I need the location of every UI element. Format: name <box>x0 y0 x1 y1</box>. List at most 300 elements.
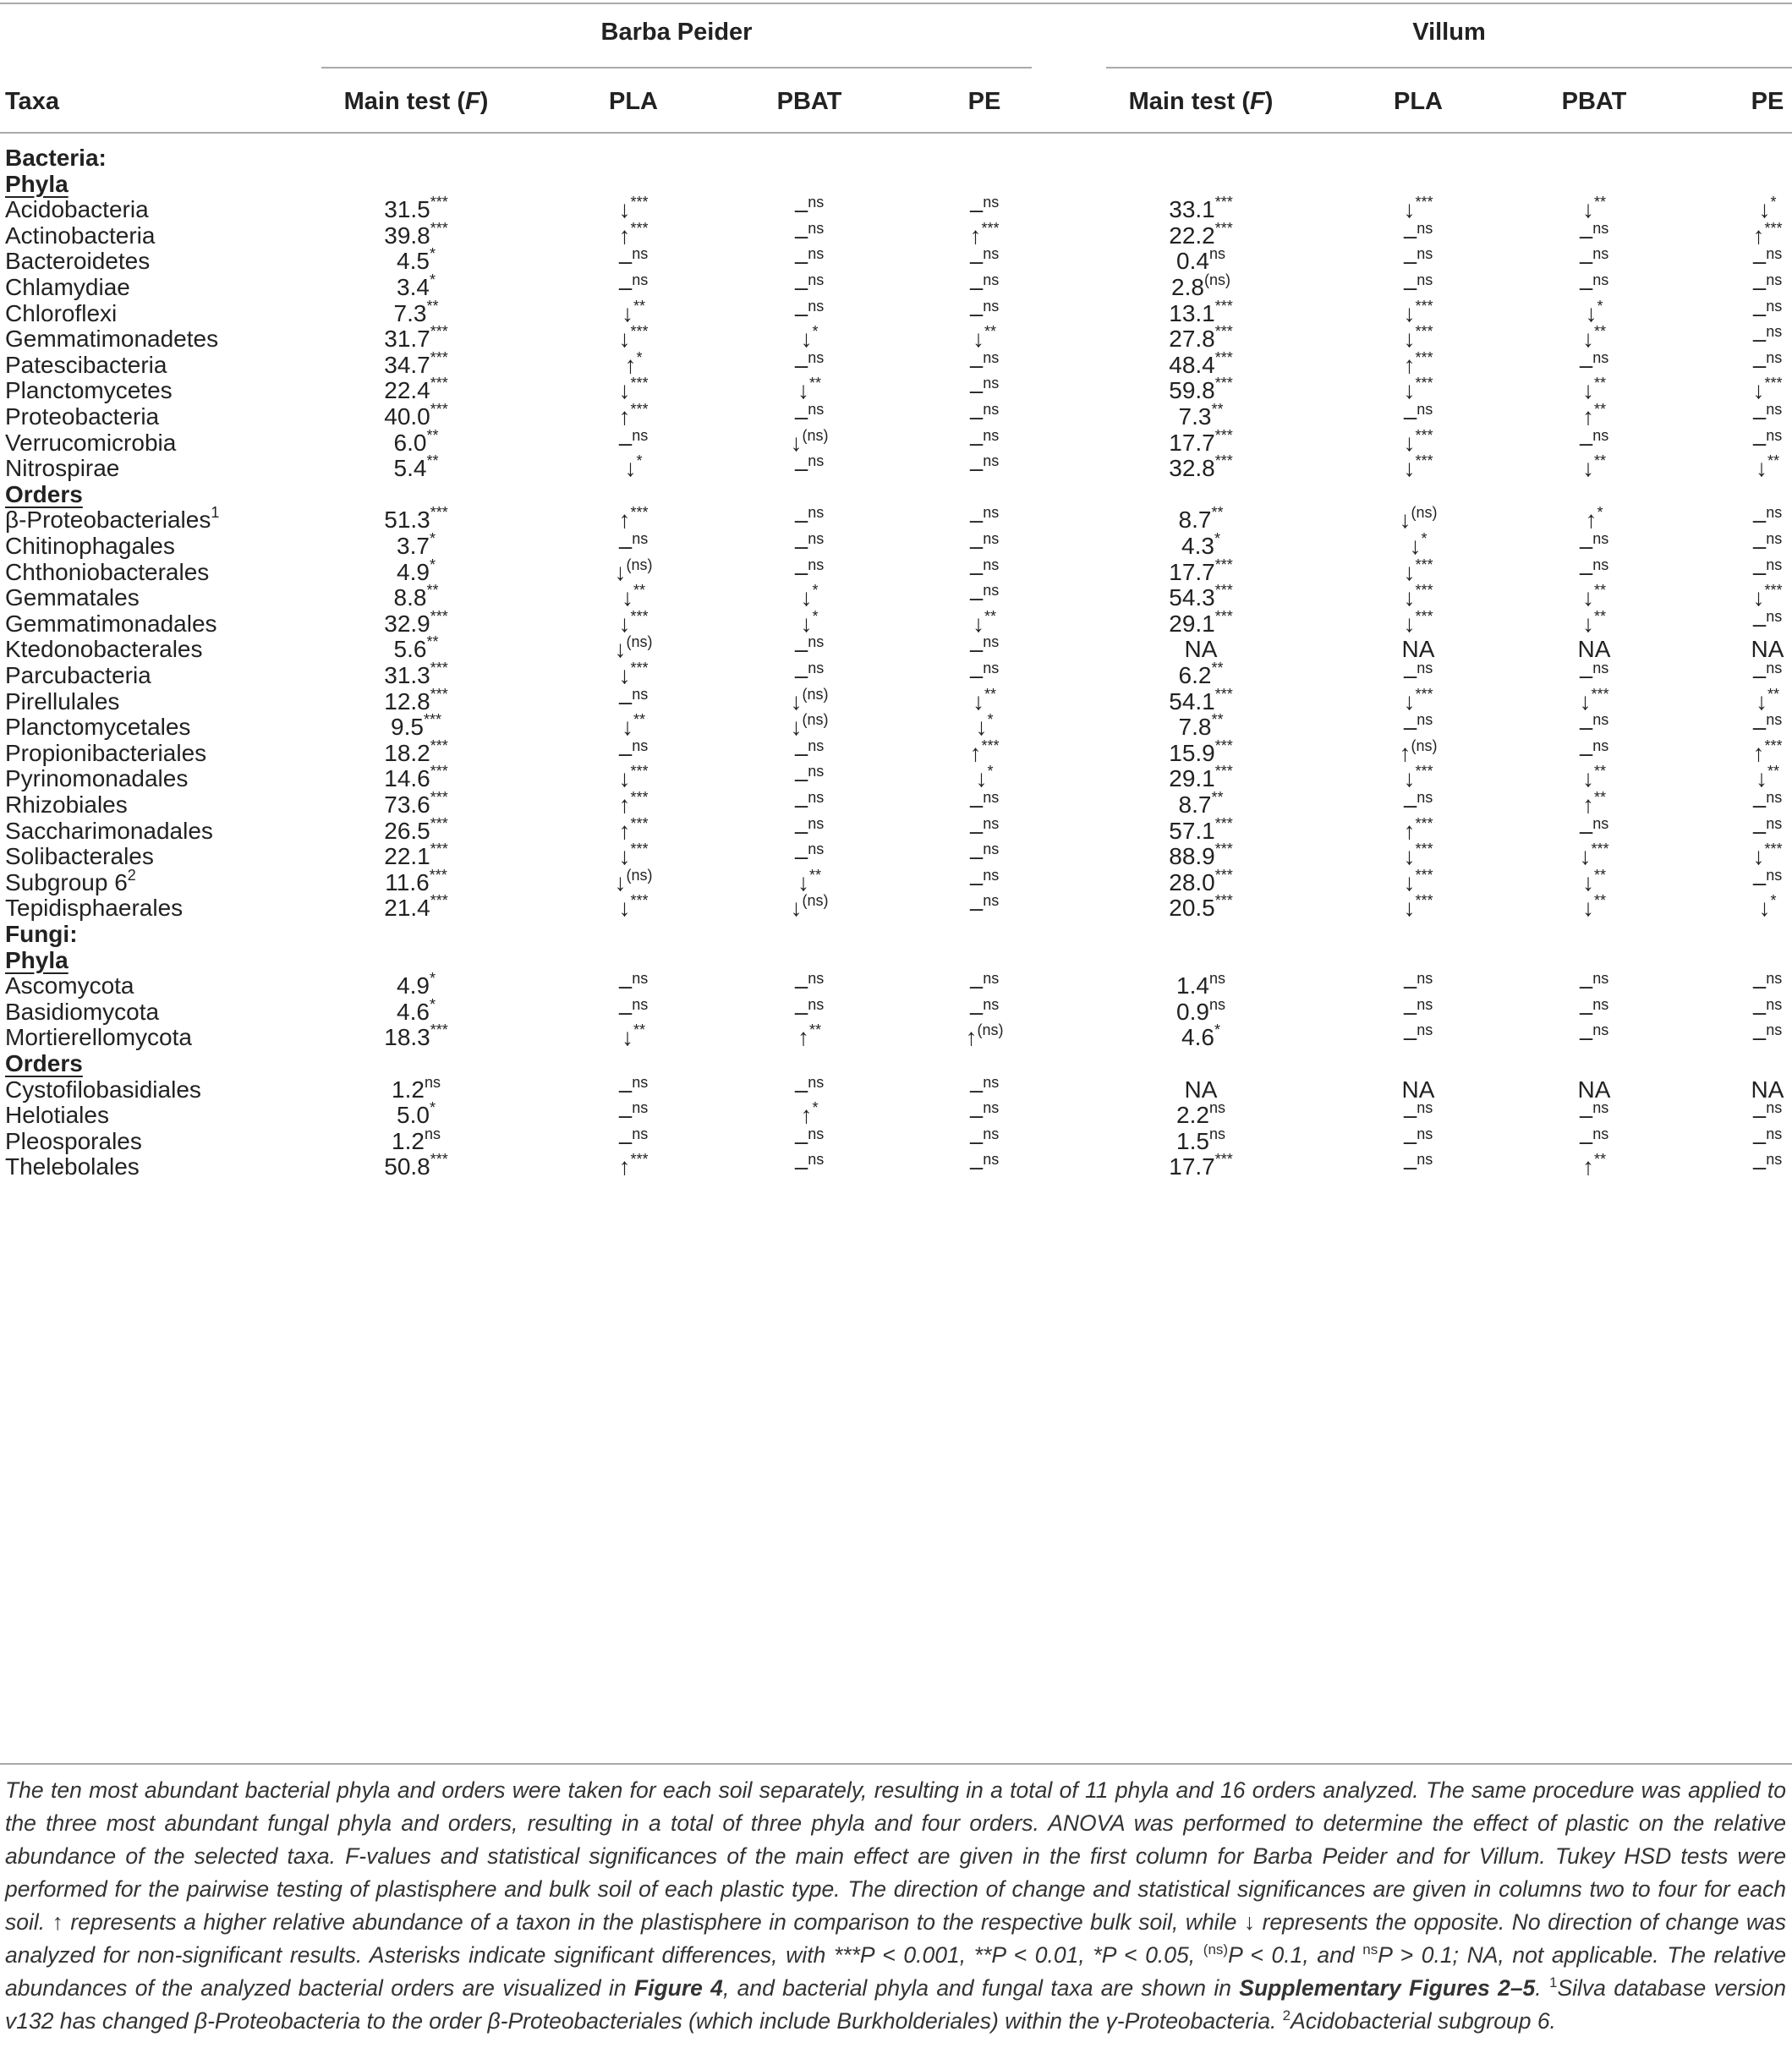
column-header-v-main-test-label: Main test (F) <box>1128 88 1274 115</box>
significance-marker: ns <box>1766 556 1783 573</box>
cell-value: ↓ <box>1752 843 1765 870</box>
cell-value: ↓ <box>1585 299 1597 326</box>
cell-value: – <box>618 739 633 766</box>
significance-marker: *** <box>1415 452 1433 470</box>
cell-bp-pe <box>970 1147 1000 1186</box>
cell-value: ↑ <box>797 1024 809 1051</box>
significance-marker: ns <box>808 271 825 288</box>
significance-marker: ns <box>983 271 1000 288</box>
significance-marker: *** <box>423 711 441 729</box>
cell-value: 2.2 <box>1176 1102 1209 1129</box>
cell-value: 51.3 <box>384 507 430 534</box>
significance-marker: ns <box>1766 1151 1783 1169</box>
cell-value: ↓ <box>790 687 803 715</box>
significance-marker: *** <box>1214 194 1233 211</box>
significance-marker: *** <box>630 789 649 806</box>
cell-value: – <box>1752 326 1767 353</box>
footnote-text-3: P > 0.1; NA, not applicable. The relative abundances of the analyzed bacterial orders are visualized in <box>5 1942 1786 2001</box>
significance-marker: *** <box>1214 452 1233 470</box>
significance-marker: ns <box>1766 711 1783 729</box>
significance-marker: ns <box>808 401 825 418</box>
subsection-heading: Orders <box>5 1050 83 1076</box>
cell-value: 28.0 <box>1169 868 1215 895</box>
footnote-sup-ns-paren: (ns) <box>1203 1941 1229 1958</box>
footnote-supplementary-link[interactable]: Supplementary Figures 2–5 <box>1239 1975 1536 2001</box>
cell-value: ↓ <box>790 429 803 456</box>
significance-marker: ** <box>1593 789 1607 806</box>
cell-value: ↑ <box>1399 739 1411 766</box>
significance-marker: ns <box>808 660 825 676</box>
significance-marker: ns <box>1592 245 1609 263</box>
cell-value: – <box>969 299 984 326</box>
significance-marker: ** <box>426 633 439 651</box>
significance-marker: *** <box>1764 841 1783 858</box>
taxon-name: Chitinophagales <box>5 533 175 559</box>
significance-marker: *** <box>430 685 448 703</box>
cell-value: – <box>969 843 984 870</box>
cell-value: – <box>794 403 808 430</box>
significance-marker: ns <box>983 660 1000 676</box>
significance-marker: ns <box>1592 219 1609 237</box>
cell-value: – <box>1579 1127 1593 1154</box>
taxon-name: Tepidisphaerales <box>5 895 184 922</box>
significance-marker: ns <box>1417 1151 1433 1169</box>
significance-marker: ns <box>632 530 649 547</box>
significance-marker: *** <box>1415 763 1433 780</box>
significance-marker: ns <box>983 375 1000 392</box>
significance-marker: ns <box>1592 1021 1609 1039</box>
cell-value: – <box>969 791 984 818</box>
significance-marker: *** <box>981 219 1000 237</box>
significance-marker: * <box>636 348 643 366</box>
cell-value: ↑ <box>965 1024 978 1051</box>
taxon-name: Solibacterales <box>5 843 154 870</box>
significance-marker: ns <box>983 426 1000 444</box>
cell-value: ↓ <box>1581 868 1594 895</box>
cell-value: – <box>1579 817 1593 844</box>
cell-value: – <box>969 274 984 300</box>
cell-value: ↑ <box>969 739 982 766</box>
significance-marker: ns <box>983 1125 1000 1142</box>
cell-value: – <box>1752 403 1767 430</box>
cell-value: 1.4 <box>1176 972 1209 999</box>
cell-value: – <box>969 377 984 404</box>
cell-value: ↓ <box>618 843 631 870</box>
cell-value: – <box>1403 714 1417 741</box>
significance-marker: (ns) <box>1203 271 1230 288</box>
cell-value: ↓ <box>1755 455 1767 482</box>
significance-marker: ns <box>1766 660 1783 676</box>
cell-value: – <box>1579 972 1593 999</box>
significance-marker: *** <box>1214 323 1233 341</box>
cell-value: ↓ <box>618 377 631 404</box>
cell-value: – <box>618 998 633 1025</box>
significance-marker: ns <box>1766 1125 1783 1142</box>
significance-marker: ns <box>1417 401 1433 418</box>
significance-marker: ns <box>1208 970 1225 988</box>
cell-value: – <box>1752 274 1767 300</box>
cell-value: – <box>1579 222 1593 249</box>
column-header-v-pe: PE <box>1751 88 1784 115</box>
significance-marker: ns <box>1766 866 1783 884</box>
significance-marker: ** <box>1211 504 1224 522</box>
significance-marker: * <box>987 763 994 780</box>
cell-value: 50.8 <box>384 1153 430 1180</box>
cell-value: 29.1 <box>1169 765 1215 792</box>
significance-marker: *** <box>1214 892 1233 910</box>
cell-value: 22.4 <box>384 377 430 404</box>
significance-marker: *** <box>1415 814 1433 832</box>
cell-value: ↓ <box>797 377 809 404</box>
significance-marker: ** <box>426 297 439 315</box>
significance-marker: ns <box>632 970 649 988</box>
significance-marker: ns <box>983 1099 1000 1117</box>
cell-value: ↓ <box>1403 326 1416 353</box>
cell-value: 57.1 <box>1169 817 1215 844</box>
significance-marker: *** <box>430 1021 448 1039</box>
cell-value: – <box>1403 222 1417 249</box>
cell-value: – <box>969 636 984 663</box>
taxon-name: Gemmatimonadetes <box>5 326 219 353</box>
significance-marker: ** <box>808 1021 822 1039</box>
significance-marker: *** <box>630 219 649 237</box>
cell-value: ↓ <box>1403 868 1416 895</box>
cell-value: – <box>794 1153 808 1180</box>
significance-marker: ns <box>1592 711 1609 729</box>
significance-marker: *** <box>1214 763 1233 780</box>
significance-marker: ns <box>1592 737 1609 754</box>
significance-marker: *** <box>430 789 448 806</box>
cell-value: ↑ <box>624 351 637 378</box>
cell-value: – <box>794 222 808 249</box>
cell-value: 7.8 <box>1178 714 1212 741</box>
significance-marker: ** <box>1211 660 1224 676</box>
cell-value: 8.7 <box>1178 507 1212 534</box>
significance-marker: ns <box>1766 245 1783 263</box>
significance-marker: ** <box>808 866 822 884</box>
taxon-name: Propionibacteriales <box>5 739 207 766</box>
significance-marker: *** <box>1764 375 1783 392</box>
subsection-heading: Phyla <box>5 946 69 973</box>
cell-value: – <box>969 558 984 585</box>
significance-marker: * <box>812 607 819 625</box>
cell-value: – <box>794 196 808 223</box>
significance-marker: ns <box>1766 297 1783 315</box>
significance-marker: ns <box>808 452 825 470</box>
significance-marker: ns <box>1592 1125 1609 1142</box>
significance-marker: ns <box>808 995 825 1013</box>
cell-value: – <box>1403 1102 1417 1129</box>
cell-value: – <box>969 351 984 378</box>
cell-value: NA <box>1401 636 1435 663</box>
significance-marker: *** <box>1415 297 1433 315</box>
significance-marker: ns <box>632 271 649 288</box>
significance-marker: *** <box>1591 685 1609 703</box>
cell-value: – <box>969 429 984 456</box>
significance-marker: ns <box>983 789 1000 806</box>
significance-marker: ns <box>808 219 825 237</box>
cell-value: 32.8 <box>1169 455 1215 482</box>
taxon-footnote-marker: 1 <box>211 504 220 522</box>
cell-value: – <box>969 1076 984 1103</box>
cell-value: – <box>1752 662 1767 688</box>
cell-value: – <box>618 1102 633 1129</box>
cell-value: 1.2 <box>392 1127 425 1154</box>
column-header-v-pla: PLA <box>1394 88 1443 115</box>
cell-value: 3.7 <box>397 533 430 559</box>
cell-value: 40.0 <box>384 403 430 430</box>
cell-value: ↓ <box>1403 299 1416 326</box>
cell-value: 29.1 <box>1169 610 1215 637</box>
cell-value: ↓ <box>1403 843 1416 870</box>
significance-marker: * <box>1597 504 1603 522</box>
cell-value: ↓ <box>1581 326 1594 353</box>
taxon-name: β-Proteobacteriales <box>5 507 211 534</box>
cell-value: 3.4 <box>397 274 430 300</box>
taxon-name: Parcubacteria <box>5 662 151 688</box>
taxon-name: Chloroflexi <box>5 299 118 326</box>
cell-value: ↓ <box>800 584 813 611</box>
cell-value: ↓ <box>1581 610 1594 637</box>
significance-marker: * <box>429 970 436 988</box>
cell-value: ↑ <box>1752 222 1765 249</box>
significance-marker: ** <box>1593 763 1607 780</box>
group-title-barba-peider: Barba Peider <box>600 19 753 46</box>
significance-marker: * <box>812 1099 819 1117</box>
taxon-name: Nitrospirae <box>5 455 120 482</box>
cell-value: – <box>794 507 808 534</box>
significance-marker: ns <box>632 1125 649 1142</box>
significance-marker: ns <box>983 582 1000 600</box>
significance-marker: ** <box>426 426 439 444</box>
significance-marker: * <box>1770 194 1777 211</box>
column-header-bp-pbat: PBAT <box>776 88 842 115</box>
cell-value: 26.5 <box>384 817 430 844</box>
significance-marker: ns <box>1766 271 1783 288</box>
significance-marker: ns <box>632 426 649 444</box>
cell-value: ↑ <box>618 817 631 844</box>
cell-value: ↓ <box>1403 558 1416 585</box>
significance-marker: ns <box>1208 1125 1225 1142</box>
cell-value: 48.4 <box>1169 351 1215 378</box>
cell-value: 4.5 <box>397 248 430 275</box>
taxon-name: Acidobacteria <box>5 196 149 223</box>
significance-marker: * <box>429 271 436 288</box>
significance-marker: ns <box>983 504 1000 522</box>
significance-marker: ns <box>1208 245 1225 263</box>
significance-marker: *** <box>430 375 448 392</box>
cell-value: – <box>1579 274 1593 300</box>
significance-marker: ns <box>1592 348 1609 366</box>
significance-marker: ns <box>983 995 1000 1013</box>
cell-value: NA <box>1751 636 1784 663</box>
footnote-text-5: . <box>1535 1975 1549 2001</box>
cell-value: ↓ <box>1752 584 1765 611</box>
cell-value: – <box>794 351 808 378</box>
significance-marker: ns <box>1592 970 1609 988</box>
cell-value: – <box>1579 351 1593 378</box>
significance-marker: * <box>1214 530 1220 547</box>
footnote-text-6: Silva database version v132 has changed β-Proteobacteria to the order β-Proteobacteriales (which include Burkholderiales) within the γ-Proteobacteria. <box>5 1975 1786 2034</box>
significance-marker: *** <box>430 737 448 754</box>
cell-value: ↓ <box>618 662 631 688</box>
significance-marker: *** <box>630 763 649 780</box>
cell-value: – <box>969 662 984 688</box>
significance-marker: *** <box>1415 866 1433 884</box>
cell-value: – <box>969 868 984 895</box>
cell-value: 1.5 <box>1176 1127 1209 1154</box>
column-header-taxa: Taxa <box>5 88 59 115</box>
cell-value: 54.1 <box>1169 687 1215 715</box>
significance-marker: *** <box>1591 841 1609 858</box>
significance-marker: *** <box>430 348 448 366</box>
significance-marker: *** <box>430 219 448 237</box>
cell-value: ↓ <box>614 636 627 663</box>
significance-marker: *** <box>1214 219 1233 237</box>
cell-value: ↑ <box>969 222 982 249</box>
significance-marker: ns <box>1766 970 1783 988</box>
cell-value: – <box>1579 248 1593 275</box>
cell-value: – <box>969 1153 984 1180</box>
cell-bp-main <box>384 1147 448 1186</box>
significance-marker: (ns) <box>802 426 829 444</box>
column-header-v-pbat: PBAT <box>1561 88 1627 115</box>
cell-value: ↓ <box>1581 765 1594 792</box>
significance-marker: ns <box>808 504 825 522</box>
cell-value: 21.4 <box>384 895 430 922</box>
significance-marker: ** <box>1593 323 1607 341</box>
cell-value: – <box>794 739 808 766</box>
footnote-text-4: , and bacterial phyla and fungal taxa are shown in <box>722 1975 1240 2001</box>
significance-marker: ns <box>808 245 825 263</box>
cell-value: – <box>969 584 984 611</box>
cell-value: NA <box>1184 1076 1218 1103</box>
significance-marker: ns <box>808 1125 825 1142</box>
cell-value: – <box>1752 1127 1767 1154</box>
significance-marker: *** <box>630 660 649 676</box>
significance-marker: *** <box>1214 582 1233 600</box>
cell-value: – <box>1403 662 1417 688</box>
significance-marker: ns <box>983 1073 1000 1091</box>
significance-marker: (ns) <box>1411 504 1438 522</box>
significance-marker: *** <box>630 504 649 522</box>
taxon-name: Planctomycetes <box>5 377 173 404</box>
significance-marker: ns <box>1208 1099 1225 1117</box>
significance-marker: ns <box>983 970 1000 988</box>
significance-marker: * <box>1421 530 1428 547</box>
significance-marker: ns <box>632 1099 649 1117</box>
cell-value: – <box>1579 429 1593 456</box>
cell-value: 5.4 <box>393 455 427 482</box>
section-heading: Bacteria: <box>5 145 107 171</box>
cell-value: 15.9 <box>1169 739 1215 766</box>
significance-marker: *** <box>1214 426 1233 444</box>
significance-marker: ns <box>1766 401 1783 418</box>
cell-value: – <box>618 429 633 456</box>
cell-value: – <box>1579 714 1593 741</box>
cell-value: ↓ <box>790 895 803 922</box>
cell-value: – <box>618 1076 633 1103</box>
significance-marker: *** <box>1415 375 1433 392</box>
cell-value: 31.5 <box>384 196 430 223</box>
column-header-bp-pla: PLA <box>609 88 658 115</box>
significance-marker: ns <box>808 1073 825 1091</box>
significance-marker: *** <box>430 814 448 832</box>
cell-value: 59.8 <box>1169 377 1215 404</box>
cell-value: ↓ <box>1403 455 1416 482</box>
cell-value: 39.8 <box>384 222 430 249</box>
cell-value: 20.5 <box>1169 895 1215 922</box>
significance-marker: ns <box>808 556 825 573</box>
significance-marker: *** <box>630 841 649 858</box>
significance-marker: ** <box>633 297 646 315</box>
significance-marker: ns <box>632 1073 649 1091</box>
significance-marker: *** <box>1214 1151 1233 1169</box>
significance-marker: ns <box>1592 556 1609 573</box>
cell-value: – <box>794 558 808 585</box>
significance-marker: (ns) <box>977 1021 1004 1039</box>
cell-value: 5.0 <box>397 1102 430 1129</box>
significance-marker: *** <box>430 841 448 858</box>
footnote-figure-4-link[interactable]: Figure 4 <box>633 1975 723 2001</box>
taxon-name: Subgroup 6 <box>5 868 128 895</box>
significance-marker: ns <box>1592 660 1609 676</box>
cell-value: 0.9 <box>1176 998 1209 1025</box>
cell-value: – <box>1579 998 1593 1025</box>
significance-marker: ns <box>808 633 825 651</box>
footnote-text-7: Acidobacterial subgroup 6. <box>1291 2008 1556 2034</box>
cell-value: ↓ <box>972 687 984 715</box>
cell-value: ↓ <box>624 455 637 482</box>
cell-value: ↓ <box>621 1024 633 1051</box>
significance-marker: ** <box>1767 685 1780 703</box>
significance-marker: ** <box>633 1021 646 1039</box>
section-heading: Fungi: <box>5 921 78 947</box>
cell-v-pbat <box>1582 1147 1606 1186</box>
taxon-name: Rhizobiales <box>5 791 128 818</box>
significance-marker: * <box>812 582 819 600</box>
cell-value: – <box>1752 351 1767 378</box>
significance-marker: ns <box>983 814 1000 832</box>
significance-marker: *** <box>1415 323 1433 341</box>
cell-value: 33.1 <box>1169 196 1215 223</box>
subsection-heading: Orders <box>5 480 83 507</box>
cell-bp-pla <box>618 1147 648 1186</box>
significance-marker: *** <box>430 323 448 341</box>
cell-value: ↓ <box>621 299 633 326</box>
significance-marker: ** <box>1593 892 1607 910</box>
significance-marker: *** <box>1415 194 1433 211</box>
cell-value: 6.0 <box>393 429 427 456</box>
significance-marker: *** <box>430 660 448 676</box>
significance-marker: ns <box>983 633 1000 651</box>
taxon-name: Chlamydiae <box>5 274 130 300</box>
significance-marker: *** <box>1415 348 1433 366</box>
cell-value: 31.3 <box>384 662 430 688</box>
cell-value: NA <box>1577 636 1611 663</box>
cell-value: ↓ <box>1403 610 1416 637</box>
cell-value: – <box>1403 403 1417 430</box>
cell-value: 14.6 <box>384 765 430 792</box>
significance-marker: ns <box>983 297 1000 315</box>
cell-value: – <box>618 533 633 559</box>
significance-marker: ** <box>1593 375 1607 392</box>
significance-marker: ns <box>1766 1021 1783 1039</box>
significance-marker: ** <box>984 323 997 341</box>
significance-marker: *** <box>429 866 447 884</box>
significance-marker: ns <box>1766 1099 1783 1117</box>
cell-value: ↑ <box>618 222 631 249</box>
